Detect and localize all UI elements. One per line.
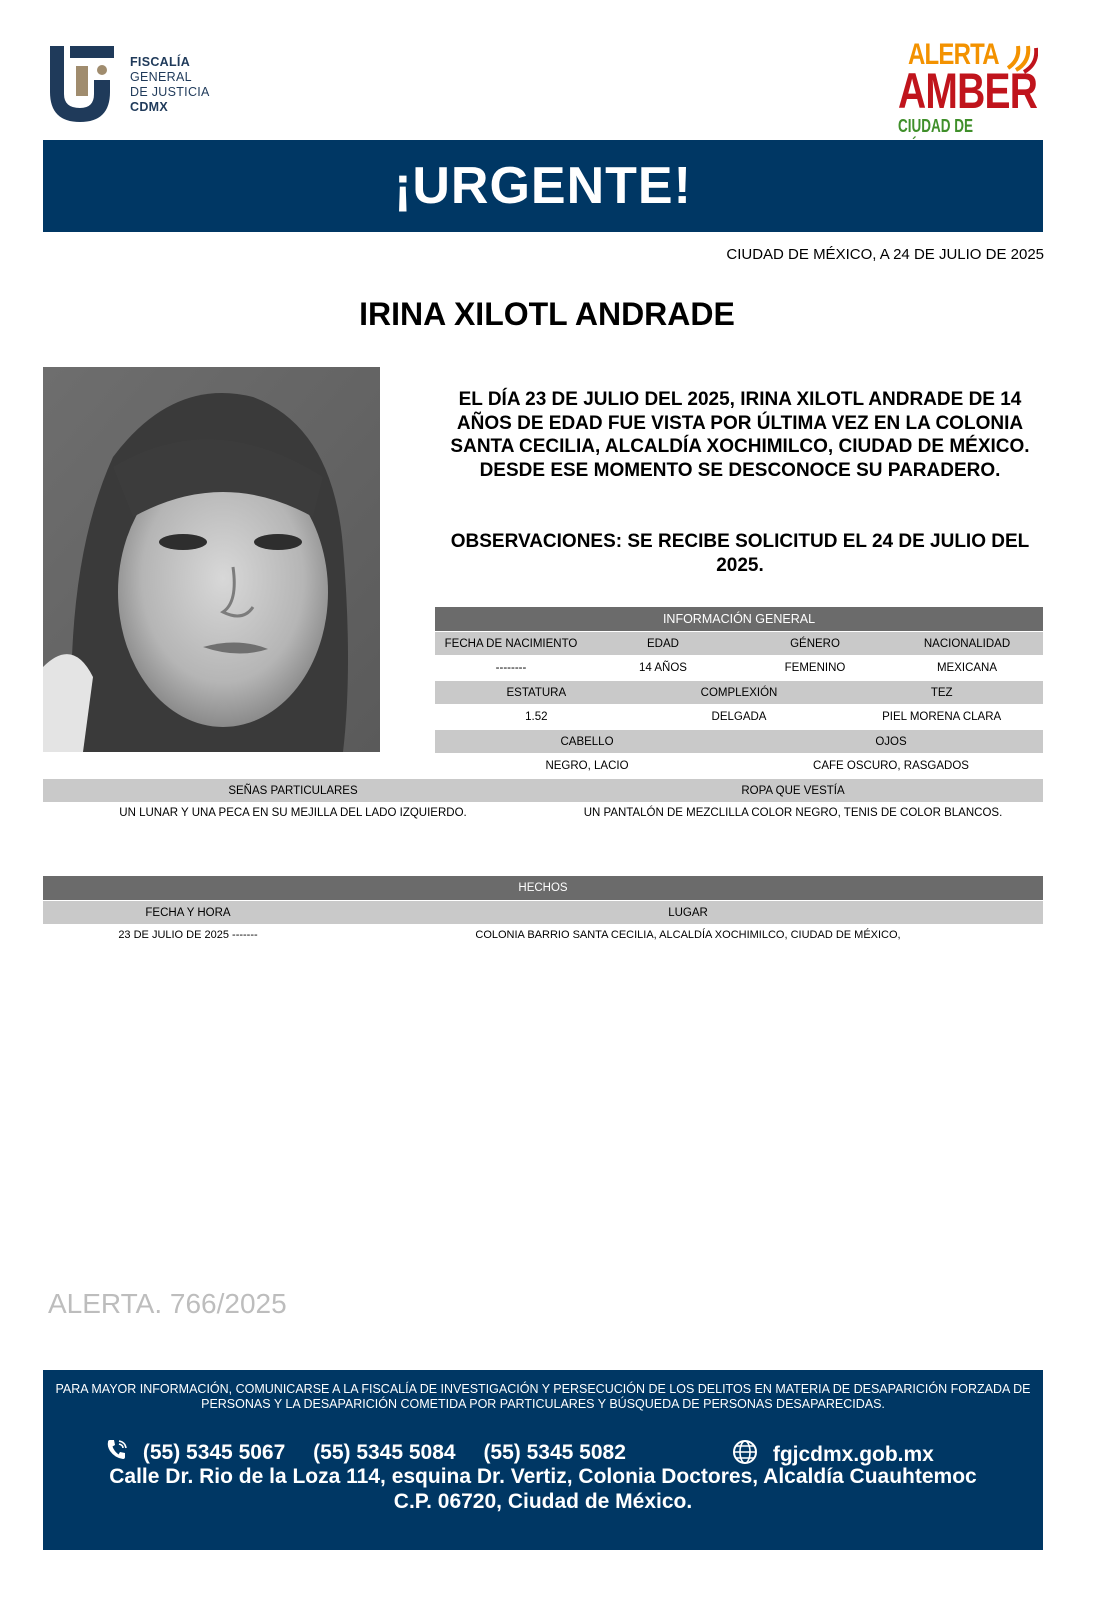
urgent-banner: ¡URGENTE! (43, 140, 1043, 232)
fgj-name (130, 55, 210, 115)
clothing-value: UN PANTALÓN DE MEZCLILLA COLOR NEGRO, TENIS DE COLOR BLANCOS. (583, 807, 1003, 819)
phone-3[interactable]: (55) 5345 5082 (483, 1441, 626, 1464)
person-name: IRINA XILOTL ANDRADE (359, 296, 735, 332)
contact-footer (43, 1370, 1043, 1550)
amber-amber-word: AMBER (898, 63, 1038, 119)
fgj-line-2: GENERAL (130, 70, 192, 84)
height-value: 1.52 (525, 711, 548, 723)
nationality-header: NACIONALIDAD (923, 637, 1011, 650)
info-row1-values (435, 656, 1043, 680)
phone-icon (105, 1438, 129, 1462)
info-row3-headers (435, 730, 1043, 753)
hair-header: CABELLO (560, 735, 614, 748)
age-header: EDAD (647, 637, 679, 650)
complexion-header: TEZ (930, 686, 953, 699)
marks-header: SEÑAS PARTICULARES (228, 784, 358, 797)
address (43, 1464, 1043, 1514)
fgj-logo-icon (44, 42, 124, 128)
birthdate-header: FECHA DE NACIMIENTO (444, 637, 578, 650)
facts-headers (43, 901, 1043, 924)
website (731, 1438, 934, 1467)
address-line-1: Calle Dr. Rio de la Loza 114, esquina Dr. Vertiz, Colonia Doctores, Alcaldía Cuauhtemoc (109, 1465, 977, 1488)
eyes-value: CAFE OSCURO, RASGADOS (813, 760, 969, 772)
facts-values (43, 925, 1043, 945)
place-header: LUGAR (668, 906, 708, 919)
clothing-header: ROPA QUE VESTÍA (741, 784, 845, 797)
info-row2-values (435, 705, 1043, 729)
alert-number: ALERTA. 766/2025 (48, 1288, 287, 1319)
date-line: CIUDAD DE MÉXICO, A 24 DE JULIO DE 2025 (726, 246, 1044, 263)
info-row2-headers (435, 681, 1043, 704)
build-header: COMPLEXIÓN (700, 686, 778, 699)
info-row4-headers (43, 779, 1043, 802)
marks-value: UN LUNAR Y UNA PECA EN SU MEJILLA DEL LADO IZQUIERDO. (119, 807, 467, 819)
fgj-line-3: DE JUSTICIA (130, 85, 210, 99)
build-value: DELGADA (711, 711, 767, 723)
place-value: COLONIA BARRIO SANTA CECILIA, ALCALDÍA XOCHIMILCO, CIUDAD DE MÉXICO, (475, 929, 901, 941)
info-title: INFORMACIÓN GENERAL (662, 612, 816, 626)
description-text: EL DÍA 23 DE JULIO DEL 2025, IRINA XILOTL ANDRADE DE 14 AÑOS DE EDAD FUE VISTA POR ÚLTIMA VEZ EN LA COLONIA SANTA CECILIA, ALCALDÍA XOCHIMILCO, CIUDAD DE MÉXICO. DESDE ESE MOMENTO SE DESCONOCE SU PARADERO. (450, 389, 1030, 481)
info-row4-values (43, 803, 1043, 823)
gender-value: FEMENINO (784, 662, 846, 674)
fgj-line-4: CDMX (130, 100, 169, 114)
address-line-2: C.P. 06720, Ciudad de México. (393, 1490, 693, 1513)
phone-2[interactable]: (55) 5345 5084 (313, 1441, 456, 1464)
amber-alerta-word: ALERTA (908, 38, 999, 71)
website-link[interactable]: fgjcdmx.gob.mx (772, 1443, 934, 1466)
height-header: ESTATURA (506, 686, 567, 699)
fgj-line-1: FISCALÍA (130, 55, 191, 69)
nationality-value: MEXICANA (936, 662, 998, 674)
complexion-value: PIEL MORENA CLARA (882, 711, 1002, 723)
birthdate-value: -------- (495, 662, 527, 674)
age-value: 14 AÑOS (639, 662, 687, 674)
datetime-value: 23 DE JULIO DE 2025 ------- (118, 929, 258, 941)
facts-title: HECHOS (518, 882, 568, 894)
footer-note: PARA MAYOR INFORMACIÓN, COMUNICARSE A LA FISCALÍA DE INVESTIGACIÓN Y PERSECUCIÓN DE LOS DELITOS EN MATERIA DE DESAPARICIÓN FORZADA DE PERSONAS Y LA DESAPARICIÓN COMETIDA POR PARTICULARES Y BÚSQUEDA DE PERSONAS DESAPARECIDAS. (55, 1382, 1031, 1411)
datetime-header: FECHA Y HORA (145, 906, 231, 919)
eyes-header: OJOS (875, 735, 907, 748)
missing-person-photo (43, 367, 380, 752)
observations-text: OBSERVACIONES: SE RECIBE SOLICITUD EL 24 DE JULIO DEL 2025. (450, 531, 1030, 576)
info-row3-values (435, 754, 1043, 778)
info-row1-headers (435, 632, 1043, 655)
info-table-title (435, 607, 1043, 631)
hair-value: NEGRO, LACIO (545, 760, 629, 772)
facts-table-title (43, 876, 1043, 900)
alerta-amber-logo (900, 36, 1050, 136)
globe-icon (731, 1438, 759, 1466)
phone-1[interactable]: (55) 5345 5067 (142, 1441, 286, 1464)
gender-header: GÉNERO (790, 637, 840, 650)
amber-city: CIUDAD DE (898, 116, 974, 136)
phone-numbers (105, 1438, 648, 1465)
